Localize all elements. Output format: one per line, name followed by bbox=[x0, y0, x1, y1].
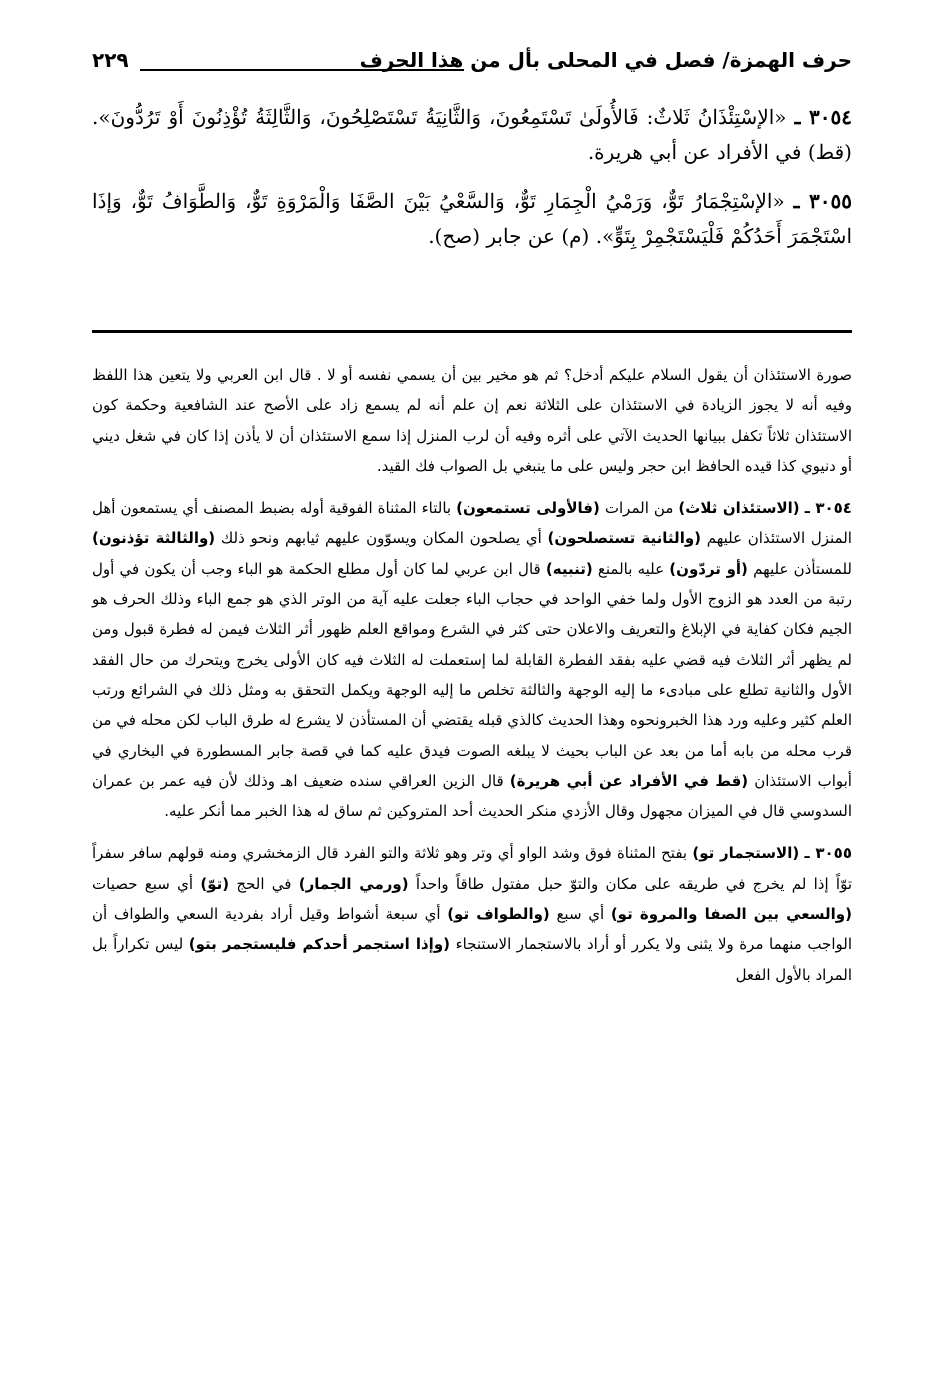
commentary-3054 bbox=[92, 493, 852, 826]
hadith-number: ٣٠٥٤ ـ bbox=[794, 105, 853, 129]
quoted-phrase: (الاستجمار تو) bbox=[692, 844, 800, 863]
page-header bbox=[92, 42, 852, 82]
explanation: بالتاء المثناة الفوقية أوله بضبط المصنف أي يستمعون أهل المنزل الاستئذان عليهم bbox=[92, 499, 852, 548]
quoted-phrase: (فالأولى تستمعون) bbox=[456, 499, 600, 518]
explanation: أي سبعة أشواط وقيل أراد بفردية السعي والطواف أن الواجب منهما مرة ولا يثنى ولا يكرر أو أراد بالاستجمار الاستنجاء bbox=[92, 905, 852, 954]
hadith-3054 bbox=[92, 100, 852, 170]
quoted-phrase: (والسعي بين الصفا والمروة تو) bbox=[610, 905, 852, 924]
commentary-section bbox=[92, 360, 852, 1002]
hadith-text: «الإسْتِجْمَارُ تَوٌّ، وَرَمْيُ الْجِمَارِ تَوٌّ، وَالسَّعْيُ بَيْنَ الصَّفَا وَالْمَرْوَةِ تَوٌّ، وَالطَّوَافُ تَوٌّ، وَإذَا اسْتَجْمَرَ أَحَدُكُمْ فَلْيَسْتَجْمِرْ بِتَوٍّ». bbox=[92, 189, 852, 248]
running-title: حرف الهمزة/ فصل في المحلى بأل من هذا الحرف bbox=[359, 48, 852, 72]
quoted-phrase: (والثالثة تؤذنون) bbox=[92, 529, 216, 548]
hadith-section bbox=[92, 100, 852, 268]
entry-number: ٣٠٥٤ ـ bbox=[804, 499, 852, 518]
explanation: عليه بالمنع bbox=[597, 559, 665, 578]
quoted-phrase: (الاستئذان ثلاث) bbox=[678, 499, 800, 518]
hadith-source: (قط) في الأفراد عن أبي هريرة. bbox=[587, 140, 852, 164]
explanation: في الحج bbox=[236, 874, 292, 893]
hadith-text: «الإسْتِئْذَانُ ثَلاثٌ: فَالأُولَىٰ تَسْتَمِعُونَ، وَالثَّانِيَةُ تَسْتَصْلِحُونَ، وَالثَّالِثَةُ تُؤْذِنُونَ أَوْ تَرُدُّونَ». bbox=[92, 105, 787, 129]
quoted-phrase: (قط في الأفراد عن أبي هريرة) bbox=[509, 771, 749, 790]
entry-number: ٣٠٥٥ ـ bbox=[804, 844, 852, 863]
hadith-3055 bbox=[92, 184, 852, 254]
page-number: ٢٢٩ bbox=[92, 48, 129, 72]
quoted-phrase: (ورمي الجمار) bbox=[298, 874, 409, 893]
header-rule bbox=[140, 69, 464, 71]
hadith-number: ٣٠٥٥ ـ bbox=[793, 189, 853, 213]
explanation: أي سبع حصيات bbox=[92, 874, 194, 893]
explanation: بفتح المثناة فوق وشد الواو أي وتر وهو ثلاثة والتو الفرد قال الزمخشري ومنه قولهم سافر سفراً توّاً إذا لم يخرج في طريقه على مكان والتوّ حبل مفتول طاقاً واحداً bbox=[92, 844, 852, 893]
hadith-source: (م) عن جابر (صح). bbox=[428, 224, 590, 248]
quoted-phrase: (وإذا استجمر أحدكم فليستجمر بتو) bbox=[188, 935, 451, 954]
quoted-phrase: (تنبيه) bbox=[545, 559, 593, 578]
explanation: قال ابن عربي لما كان أول مطلع الحكمة هو الباء وجب أن يكون في أول رتبة من العدد هو الزوج الأول ولما خفي الواحد في حجاب الباء جعلت عليه آية من الوتر الذي هو جمع الباء وذلك الحرف هو الجيم فكان كفاية في الإبلاغ والتعريف والاعلان حتى كثر في الشرع ومواقع العلم ظهور أثر الثلاث فيمن له فطرة قبول ومن لم يظهر أثر الثلاث فيه قضي عليه بفقد الفطرة القابلة لما إستعملت له الثلاث فيه كان الأولى يخرج ويتحرك من حال الفقد الأول والثانية تطلع على مبادىء ما إليه الوجهة والثالثة تخلص ما إليه الوجهة ويكمل التحقق به ومثل ذلك في الشرائع ورتب العلم كثير وعليه ورد هذا الخبرونحوه وهذا الحديث كالذي قبله يقتضي أن المستأذن لا يشرع له طرق الباب لكن محله في من قرب محله من بابه أما من بعد عن الباب بحيث لا يبلغه الصوت فيدق عليه كما في قصة جابر المسطورة في البخاري في أبواب الاستئذان bbox=[92, 559, 852, 790]
quoted-phrase: (أو تردّون) bbox=[669, 559, 748, 578]
explanation: ليس تكراراً بل المراد بالأول الفعل bbox=[92, 935, 852, 984]
explanation: أي سبع bbox=[556, 905, 605, 924]
commentary-intro: صورة الاستئذان أن يقول السلام عليكم أدخل؟ ثم هو مخير بين أن يسمي نفسه أو لا . قال ابن العربي ولا يتعين هذا اللفظ وفيه أنه لا يجوز الزيادة في الاستئذان على الثلاثة نعم إن علم أنه لم يسمع زاد على الأصح عند الشافعية وحكمة كون الاستئذان ثلاثاً تكفل ببيانها الحديث الآتي على أثره وفيه أن لرب المنزل إذا سمع الاستئذان أن لا يأذن إذا كان في شغل ديني أو دنيوي كذا قيده الحافظ ابن حجر وليس على ما ينبغي بل الصواب فك القيد. bbox=[92, 366, 852, 475]
quoted-phrase: (والطواف تو) bbox=[447, 905, 550, 924]
quoted-phrase: (والثانية تستصلحون) bbox=[547, 529, 702, 548]
explanation: من المرات bbox=[604, 499, 674, 518]
quoted-phrase: (توّ) bbox=[200, 874, 230, 893]
explanation: للمستأذن عليهم bbox=[753, 559, 853, 578]
explanation: قال الزين العراقي سنده ضعيف اهـ وذلك لأن فيه عمر بن عمران السدوسي قال في الميزان مجهول وقال الأزدي منكر الحديث أحد المتروكين ثم ساق له هذا الخبر مما أنكر عليه. bbox=[92, 771, 852, 821]
explanation: أي يصلحون المكان ويسوّون عليهم ثيابهم ونحو ذلك bbox=[220, 529, 542, 548]
commentary-3055 bbox=[92, 838, 852, 989]
section-divider bbox=[92, 330, 852, 333]
